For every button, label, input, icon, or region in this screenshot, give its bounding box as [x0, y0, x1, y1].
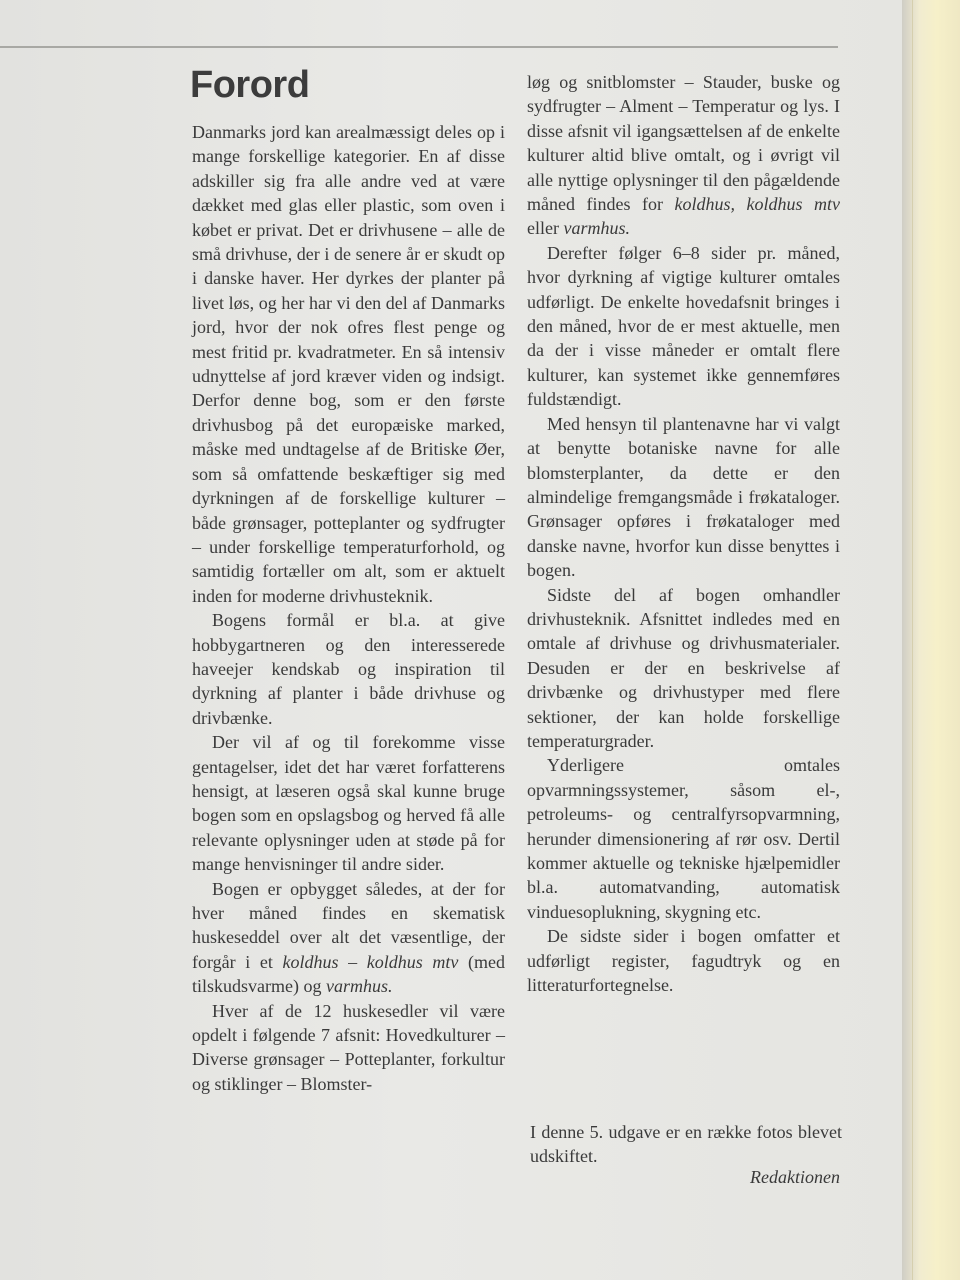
- paragraph: Der vil af og til forekomme visse gentagelser, idet det har været forfatterens hensigt, at læseren også skal kunne bruge bogen som en opslagsbog og herved få alle relevante oplysninger uden at støde på for mange henvisninger til andre sider.: [192, 732, 505, 875]
- paragraph: Hver af de 12 huskesedler vil være opdelt i følgende 7 afsnit: Hovedkulturer – Diverse grønsager – Potteplanter, forkultur og stiklinger – Blomster-: [192, 1000, 505, 1094]
- page-title: Forord: [190, 64, 310, 106]
- paragraph: [527, 70, 840, 241]
- text-span: løg og snitblomster – Stauder, buske og sydfrugter – Alment – Temperatur og lys. I disse afsnit vil igangsættelsen af de enkelte kulturer altid blive omtalt, og i øvrigt vil alle nyttige oplysninger til den pågældende måned findes for: [527, 72, 840, 215]
- paragraph: Yderligere omtales opvarmningssystemer, såsom el-, petroleums- og centralfyrsopvarmning, herunder dimensionering af rør osv. Dertil kommer aktuelle og tekniske hjælpemidler bl.a. automatvanding, automatisk vinduesoplukning, skygning etc.: [527, 755, 840, 922]
- paragraph: Med hensyn til plantenavne har vi valgt at benytte botaniske navne for alle blomsterplanter, da dette er den almindelige fremgangsmåde i frøkataloger. Grønsager opføres i frøkataloger med danske navne, hvorfor kun disse benyttes i bogen.: [527, 413, 840, 581]
- paragraph: Bogens formål er bl.a. at give hobbygartneren og den interesserede haveejer kendskab og inspiration til dyrkning af planter i både drivhuse og drivbænke.: [192, 610, 505, 728]
- right-column: [527, 70, 840, 997]
- italic-term: koldhus – koldhus mtv: [282, 951, 459, 972]
- signature: Redaktionen: [750, 1167, 840, 1187]
- paragraph: [192, 877, 505, 999]
- paragraph: Derefter følger 6–8 sider pr. måned, hvor dyrkning af vigtige kulturer omtales udførligt. De enkelte hovedafsnit bringes i den måned, hvor de er mest aktuelle, men da der i visse måneder er omtalt flere kulturer, kan systemet ikke gennemføres fuldstændigt.: [527, 242, 840, 410]
- italic-term: koldhus, koldhus mtv: [674, 194, 840, 215]
- paragraph: De sidste sider i bogen omfatter et udførligt register, fagudtryk og en litteraturfortegnelse.: [527, 926, 840, 996]
- text-span: eller: [527, 218, 564, 239]
- italic-term: varmhus.: [563, 218, 630, 239]
- page-edge: [902, 0, 960, 1280]
- paragraph: Sidste del af bogen omhandler drivhusteknik. Afsnittet indledes med en omtale af drivhuse og drivhusmaterialer. Desuden er der en beskrivelse af drivbænke og drivhustyper med flere sektioner, der kan holde forskellige temperaturgrader.: [527, 584, 840, 751]
- page-edge-line: [912, 0, 913, 1280]
- text-span: Bogen er opbygget således, at der for hver måned findes en skematisk huskeseddel over alt det væsentlige, der forgår i et: [192, 878, 505, 972]
- text-span: (med tilskudsvarme) og: [192, 951, 506, 997]
- italic-term: varmhus.: [325, 976, 393, 997]
- edition-note: I denne 5. udgave er en række fotos blevet udskiftet.: [530, 1122, 842, 1167]
- top-rule: [0, 46, 838, 48]
- left-column: [192, 120, 505, 1096]
- paragraph: Danmarks jord kan arealmæssigt deles op i mange forskellige kategorier. En af disse adskiller sig fra alle andre ved at være dækket med glas eller plastic, som oven i købet er privat. Det er drivhusene – alle de små drivhuse, der i de senere år er skudt op i danske haver. Her dyrkes der planter på livet løs, og her har vi den del af Danmarks jord, hvor der nok ofres flest penge og mest fritid pr. kvadratmeter. En så intensiv udnyttelse af jord kræver viden og indsigt. Derfor denne bog, som er den første drivhusbog på det europæiske marked, måske med undtagelse af de Britiske Øer, som så omfattende beskæftiger sig med dyrkningen af de forskellige kulturer – både grønsager, potteplanter og sydfrugter – under forskellige temperaturforhold, og samtidig fortæller om alt, som er aktuelt inden for moderne drivhusteknik.: [192, 122, 505, 606]
